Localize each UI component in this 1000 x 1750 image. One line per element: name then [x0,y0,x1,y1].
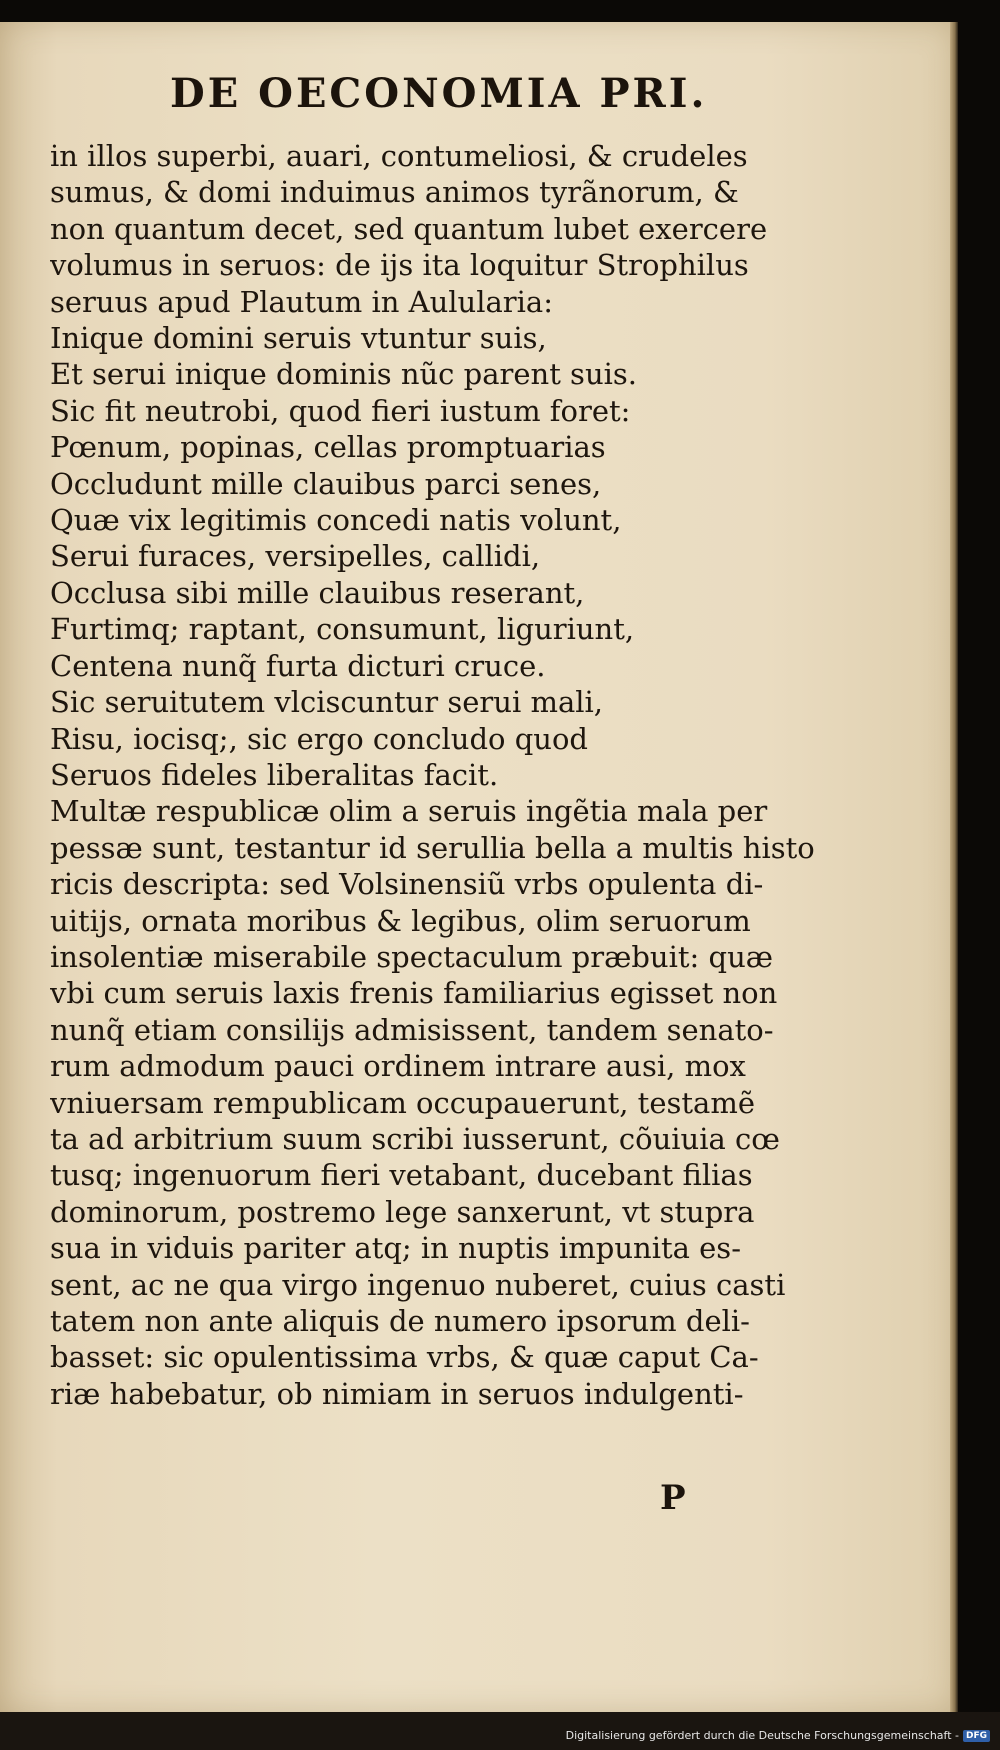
verse-line: Pœnum, popinas, cellas promptuarias [50,430,606,465]
text-line: sumus, & domi induimus animos tyrãnorum, & [50,175,739,210]
text-line: tusq; ingenuorum fieri vetabant, ducebant filias [50,1158,753,1193]
text-line: riæ habebatur, ob nimiam in seruos indulgenti- [50,1376,744,1411]
text-line: volumus in seruos: de ijs ita loquitur Strophilus [50,248,749,283]
text-line: rum admodum pauci ordinem intrare ausi, mox [50,1049,746,1084]
verse-line: Occludunt mille clauibus parci senes, [50,466,602,501]
verse-line: Occlusa sibi mille clauibus reserant, [50,575,585,610]
text-line: seruus apud Plautum in Aulularia: [50,284,553,319]
text-line: insolentiæ miserabile spectaculum præbuit: quæ [50,939,774,974]
verse-line: Sic fit neutrobi, quod fieri iustum foret: [50,393,631,428]
text-line: pessæ sunt, testantur id serullia bella a multis histo [50,830,815,865]
text-line: vbi cum seruis laxis frenis familiarius egisset non [50,976,778,1011]
dfg-logo: DFG [963,1730,990,1742]
verse-line: Centena nunq̃ furta dicturi cruce. [50,648,546,683]
text-line: sent, ac ne qua virgo ingenuo nuberet, cuius casti [50,1267,786,1302]
text-line: non quantum decet, sed quantum lubet exercere [50,211,768,246]
verse-line: Sic seruitutem vlciscuntur serui mali, [50,685,604,720]
page-edge [950,22,958,1712]
verse-line: Serui furaces, versipelles, callidi, [50,539,541,574]
text-line: sua in viduis pariter atq; in nuptis impunita es- [50,1231,741,1266]
text-line: basset: sic opulentissima vrbs, & quæ caput Ca- [50,1340,759,1375]
body-text [50,138,920,1412]
text-line: dominorum, postremo lege sanxerunt, vt stupra [50,1194,755,1229]
text-line: tatem non ante aliquis de numero ipsorum deli- [50,1304,750,1338]
verse-line: Seruos fideles liberalitas facit. [50,757,499,792]
verse-line: Furtimq; raptant, consumunt, liguriunt, [50,612,635,647]
verse-line: Et serui inique dominis nũc parent suis. [50,357,637,392]
text-line: ricis descripta: sed Volsinensiũ vrbs opulenta di- [50,867,764,902]
text-line: vniuersam rempublicam occupauerunt, testamẽ [50,1085,755,1120]
verse-line: Quæ vix legitimis concedi natis volunt, [50,503,622,538]
text-line: nunq̃ etiam consilijs admisissent, tandem senato- [50,1012,774,1047]
verse-line: Inique domini seruis vtuntur suis, [50,321,547,356]
digitization-credit [566,1729,990,1742]
running-head: DE OECONOMIA PRI. [170,70,708,117]
text-line: Multæ respublicæ olim a seruis ingẽtia mala per [50,794,768,829]
text-line: in illos superbi, auari, contumeliosi, & crudeles [50,139,748,173]
text-line: ta ad arbitrium suum scribi iusserunt, cõuiuia cœ [50,1121,780,1156]
text-line: uitijs, ornata moribus & legibus, olim seruorum [50,903,751,938]
credit-text: Digitalisierung gefördert durch die Deutsche Forschungsgemeinschaft - [565,1729,959,1742]
catchword: P [660,1478,686,1518]
verse-line: Risu, iocisq;, sic ergo concludo quod [50,721,588,756]
